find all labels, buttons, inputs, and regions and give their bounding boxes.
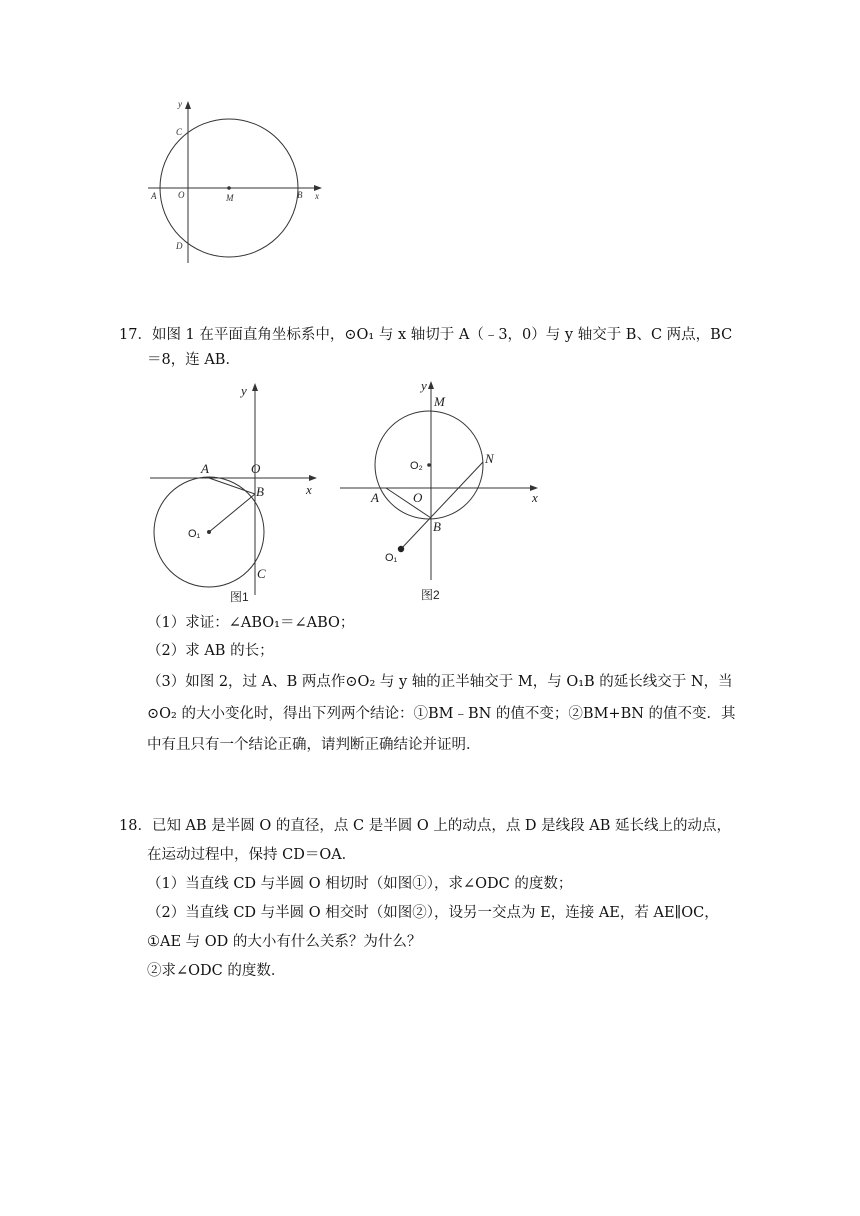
q16-label-c: C xyxy=(176,127,183,137)
q17-fig2-y-arrow-icon xyxy=(428,381,434,389)
q18-part-2: （2）当直线 CD 与半圆 O 相交时（如图②），设另一交点为 E，连接 AE，若 AE∥OC， xyxy=(147,905,719,921)
q17-fig1-label-o1: O₁ xyxy=(188,528,201,540)
q17-fig1-caption: 图1 xyxy=(230,590,249,604)
q17-fig1-label-c: C xyxy=(257,566,266,581)
q17-fig2-label-n: N xyxy=(485,451,494,466)
q17-fig2-label-b: B xyxy=(433,519,441,534)
q17-fig2-segment-ab xyxy=(386,488,431,518)
q17-part-2: （2）求 AB 的长； xyxy=(147,643,274,659)
q17-fig1-label-x: x xyxy=(306,482,312,497)
q16-figure xyxy=(140,95,340,270)
q17-fig1-point-o1 xyxy=(207,530,211,534)
q17-part-1: （1）求证：∠ABO₁＝∠ABO； xyxy=(147,615,355,631)
q17-fig2-point-o2 xyxy=(427,463,431,467)
q17-fig1-y-arrow-icon xyxy=(252,383,258,391)
q18-line-1: 18．已知 AB 是半圆 O 的直径，点 C 是半圆 O 上的动点，点 D 是线段 AB 延长线上的动点， xyxy=(119,818,732,834)
q16-label-m: M xyxy=(226,193,234,203)
q16-label-b: B xyxy=(297,190,303,200)
q17-figure-1 xyxy=(140,375,330,607)
q17-fig1-x-arrow-icon xyxy=(309,475,317,481)
q17-fig1-label-o: O xyxy=(251,461,261,476)
q17-fig1-label-b: B xyxy=(256,484,264,499)
q17-fig2-point-o1 xyxy=(398,546,404,552)
q17-fig2-label-o2: O₂ xyxy=(410,460,423,472)
q17-part-3-line-1: （3）如图 2，过 A、B 两点作⊙O₂ 与 y 轴的正半轴交于 M，与 O₁B 的延长线交于 N，当 xyxy=(147,674,733,690)
q18-line-2: 在运动过程中，保持 CD＝OA． xyxy=(147,847,357,863)
q17-line-2: ＝8，连 AB． xyxy=(147,352,240,368)
q17-fig2-label-o1: O₁ xyxy=(385,552,398,564)
q17-fig1-label-y: y xyxy=(241,383,247,398)
q17-fig2-caption: 图2 xyxy=(421,588,440,602)
q17-line-1: 17．如图 1 在平面直角坐标系中，⊙O₁ 与 x 轴切于 A（﹣3，0）与 y 轴交于 B、C 两点，BC xyxy=(119,327,733,343)
q16-label-x: x xyxy=(315,191,319,201)
q16-y-arrow-icon xyxy=(185,101,191,109)
q17-figure-2 xyxy=(330,375,550,607)
q18-part-2-sub-1: ①AE 与 OD 的大小有什么关系？为什么？ xyxy=(147,934,422,950)
q16-label-d: D xyxy=(176,241,183,251)
q17-fig2-segment-o1n xyxy=(401,462,483,549)
q16-label-a: A xyxy=(151,191,157,201)
q17-fig2-label-a: A xyxy=(371,490,379,505)
q17-fig2-label-x: x xyxy=(532,490,538,505)
q17-part-3-line-2: ⊙O₂ 的大小变化时，得出下列两个结论：①BM﹣BN 的值不变；②BM+BN 的值不变．其 xyxy=(147,706,736,722)
q17-fig2-label-y: y xyxy=(421,378,427,393)
q16-label-y: y xyxy=(178,99,182,109)
q18-part-1: （1）当直线 CD 与半圆 O 相切时（如图①），求∠ODC 的度数； xyxy=(147,876,573,892)
q18-part-2-sub-2: ②求∠ODC 的度数． xyxy=(147,963,286,979)
q16-label-o: O xyxy=(178,190,185,200)
q17-fig1-segment-o1b xyxy=(209,494,255,532)
q17-fig2-label-m: M xyxy=(434,394,445,409)
q17-fig1-label-a: A xyxy=(201,461,209,476)
q17-fig2-label-o: O xyxy=(413,490,423,505)
q16-point-m xyxy=(227,186,231,190)
q17-part-3-line-3: 中有且只有一个结论正确，请判断正确结论并证明． xyxy=(147,737,481,753)
q17-fig1-segment-ab xyxy=(209,478,255,494)
